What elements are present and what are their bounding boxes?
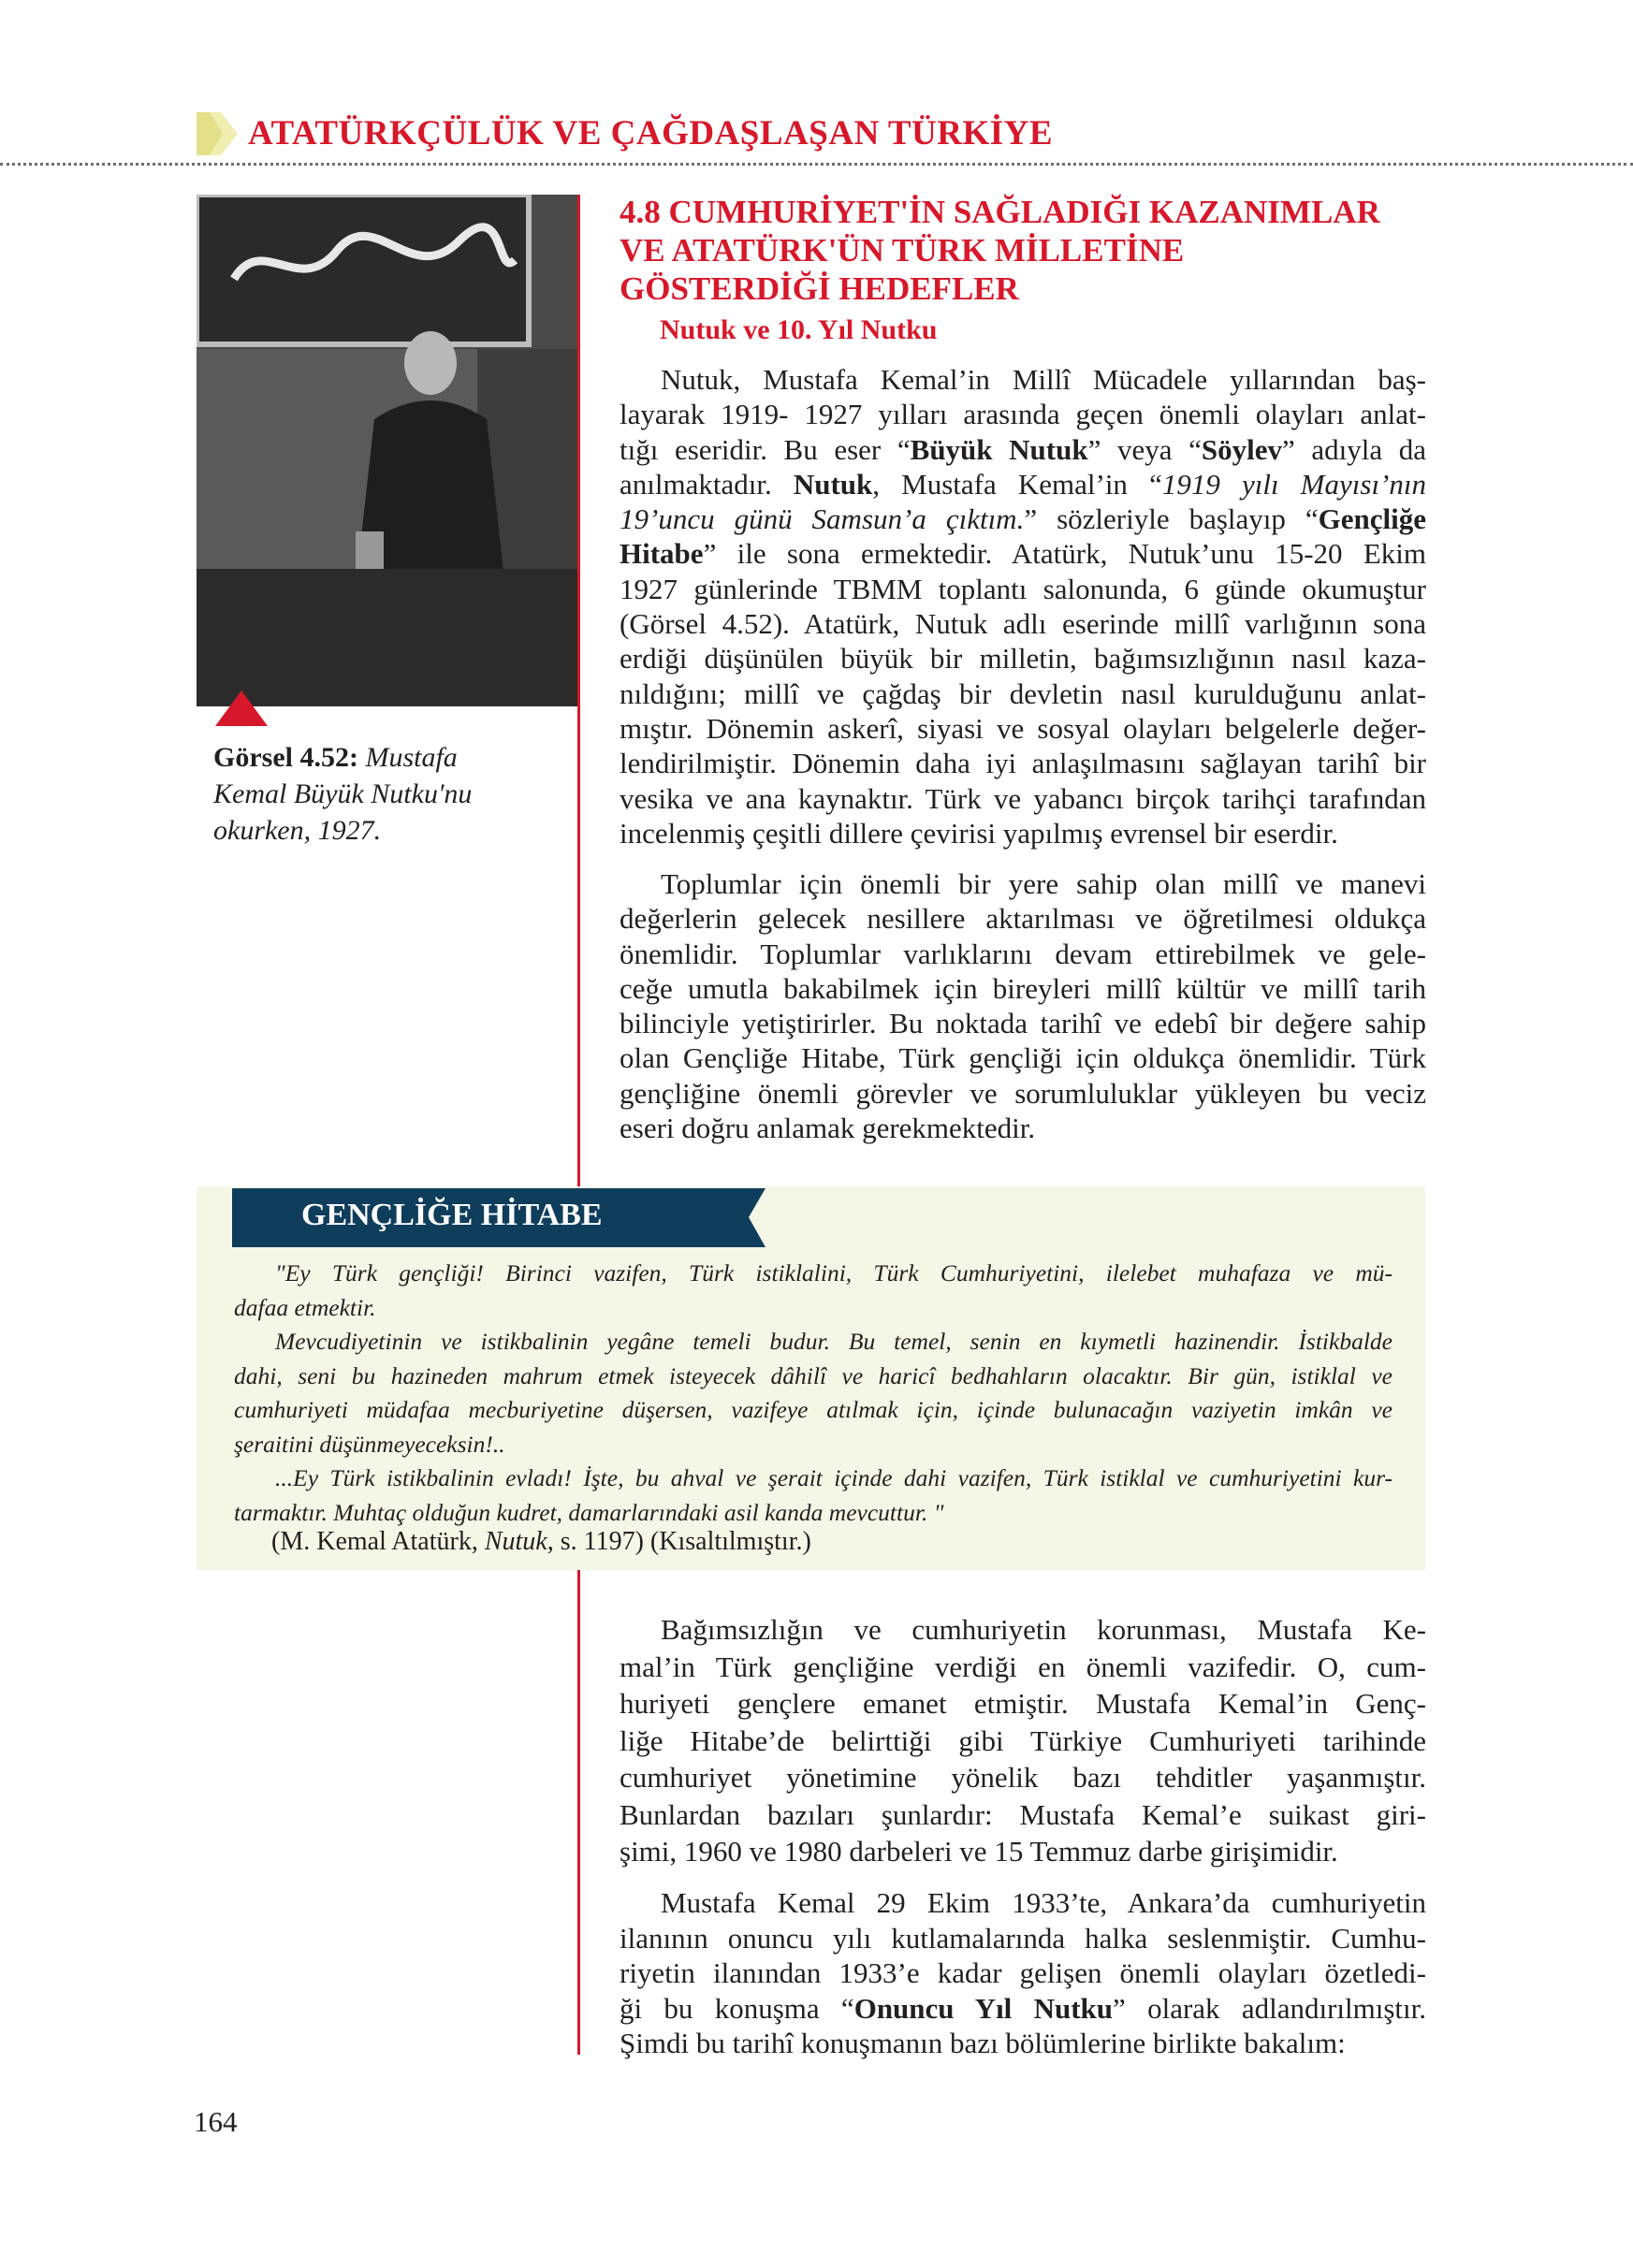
text-line	[620, 1611, 1426, 1649]
text-line	[234, 1291, 1392, 1326]
text-line	[234, 1359, 1392, 1394]
text-line	[620, 467, 1426, 502]
text-line	[620, 2026, 1426, 2061]
text-line	[620, 1076, 1426, 1111]
text-line	[234, 1461, 1392, 1496]
text-run: ” adıyla da	[1282, 432, 1426, 466]
text-run: (Görsel 4.52). Atatürk, Nutuk adlı eserinde millî varlığının sona	[620, 607, 1426, 641]
quote-paragraph	[234, 1257, 1392, 1325]
text-run: eseri doğru anlamak gerekmektedir.	[620, 1112, 1036, 1145]
quote-paragraph	[234, 1325, 1392, 1461]
text-run: bilinciyle yetiştirirler. Bu noktada tarihî ve edebî bir değere sahip	[620, 1007, 1426, 1040]
bold-text: Gençliğe	[1318, 502, 1426, 536]
text-line	[620, 606, 1426, 641]
text-line	[620, 1991, 1426, 2027]
text-run: nıldığını; millî ve çağdaş bir devletin nasıl kurulduğunu anlat-	[620, 676, 1426, 710]
bold-text: Hitabe	[620, 537, 704, 571]
text-line	[234, 1496, 1392, 1531]
text-run: cumhuriyeti müdafaa mecburiyetine düşersen, vazifeye atılmak için, içinde bulunacağın vaziyetin imkân ve	[234, 1396, 1392, 1423]
section-title-line: GÖSTERDİĞİ HEDEFLER	[620, 270, 1019, 307]
text-line	[620, 746, 1426, 780]
quote-source	[271, 1527, 811, 1557]
text-run: Mevcudiyetinin ve istikbalinin yegâne temeli budur. Bu temel, senin en kıymetli hazinendir. İstikbalde	[275, 1328, 1392, 1355]
hitabe-quote	[234, 1257, 1392, 1530]
source-title: Nutuk	[484, 1527, 547, 1556]
body-paragraph	[620, 1885, 1426, 2061]
text-line	[620, 1006, 1426, 1040]
text-run: incelenmiş çeşitli dillere çevirisi yapılmış evrensel bir eserdir.	[620, 816, 1338, 850]
section-title-line: VE ATATÜRK'ÜN TÜRK MİLLETİNE	[620, 232, 1185, 269]
double-chevron-right-icon	[197, 112, 238, 155]
text-run: 1927 günlerinde TBMM toplantı salonunda, 6 günde okumuştur	[620, 572, 1426, 605]
text-line	[620, 502, 1426, 536]
chapter-title: ATATÜRKÇÜLÜK VE ÇAĞDAŞLAŞAN TÜRKİYE	[248, 114, 1054, 153]
text-line	[620, 362, 1426, 397]
text-run: Şimdi bu tarihî konuşmanın bazı bölümlerine birlikte bakalım:	[620, 2027, 1346, 2059]
text-run: dahi, seni bu hazineden mahrum etmek isteyecek dâhilî ve haricî bedhahların olacaktır. Bir gün, istiklal ve	[234, 1361, 1392, 1389]
text-run: riyetin ilanından 1933’e kadar gelişen önemli olayları özetledi-	[620, 1956, 1426, 1989]
caption-marker-triangle	[215, 691, 268, 726]
caption-label: Görsel 4.52:	[213, 742, 358, 773]
text-run: lendirilmiştir. Dönemin daha iyi anlaşılmasını sağlayan tarihî bir	[620, 747, 1426, 780]
text-line	[620, 816, 1426, 850]
text-run: layarak 1919- 1927 yılları arasında geçen önemli olayları anlat-	[620, 398, 1426, 431]
header-divider	[0, 163, 1633, 166]
text-run: Mustafa Kemal 29 Ekim 1933’te, Ankara’da cumhuriyetin	[661, 1886, 1426, 1919]
text-run: mıştır. Dönemin askerî, siyasi ve sosyal olayları belgelerle değer-	[620, 711, 1426, 745]
text-run: şeraitini düşünmeyeceksin!..	[234, 1430, 505, 1458]
text-line	[620, 1759, 1426, 1796]
text-run: tığı eseridir. Bu eser “	[620, 432, 911, 466]
text-run: şimi, 1960 ve 1980 darbeleri ve 15 Temmuz darbe girişimidir.	[620, 1835, 1338, 1868]
text-run: ” veya “	[1087, 432, 1202, 466]
caption-text: Kemal Büyük Nutku'nu	[213, 778, 473, 809]
text-run: gençliğine önemli görevler ve sorumluluklar yükleyen bu veciz	[620, 1076, 1426, 1110]
text-line	[620, 1921, 1426, 1956]
text-run: Bağımsızlığın ve cumhuriyetin korunması, Mustafa Ke-	[661, 1613, 1426, 1646]
text-run: mal’in Türk gençliğine verdiği en önemli vazifedir. O, cum-	[620, 1650, 1426, 1683]
text-run: değerlerin gelecek nesillere aktarılması ve öğretilmesi oldukça	[620, 902, 1426, 936]
text-line	[620, 1111, 1426, 1145]
text-run: Nutuk, Mustafa Kemal’in Millî Mücadele yıllarından baş-	[661, 363, 1426, 396]
text-run: ” olarak adlandırılmıştır.	[1113, 1991, 1427, 2025]
text-line	[234, 1428, 1392, 1462]
text-line	[620, 641, 1426, 676]
text-run: önemlidir. Toplumlar varlıklarını devam ettirebilmek ve gele-	[620, 937, 1426, 970]
text-run: dafaa etmektir.	[234, 1293, 376, 1321]
italic-text: 19’uncu günü Samsun’a çıktım.	[620, 502, 1025, 536]
quote-paragraph	[234, 1461, 1392, 1530]
text-line	[620, 971, 1426, 1006]
section-title-line: 4.8 CUMHURİYET'İN SAĞLADIĞI KAZANIMLAR	[620, 194, 1380, 230]
text-line	[620, 1796, 1426, 1834]
caption-text: Mustafa	[365, 742, 458, 773]
text-run: Bunlardan bazıları şunlardır: Mustafa Kemal’e suikast giri-	[620, 1797, 1426, 1831]
text-run: liğe Hitabe’de belirttiği gibi Türkiye Cumhuriyeti tarihinde	[620, 1723, 1426, 1757]
text-line	[620, 1885, 1426, 1921]
text-run: erdiği düşünülen büyük bir milletin, bağımsızlığının nasıl kaza-	[620, 642, 1426, 676]
body-paragraph	[620, 362, 1426, 850]
text-line	[620, 572, 1426, 606]
text-line	[620, 676, 1426, 711]
column-divider	[577, 195, 580, 1186]
bold-text: Söylev	[1201, 432, 1282, 466]
figure-caption	[213, 739, 569, 849]
text-run: ilanının onuncu yılı kutlamalarında halka seslenmiştir. Cumhu-	[620, 1921, 1426, 1955]
text-run: vesika ve ana kaynaktır. Türk ve yabancı birçok tarihçi tarafından	[620, 781, 1426, 815]
section-subtitle: Nutuk ve 10. Yıl Nutku	[660, 314, 938, 345]
text-line	[620, 1723, 1426, 1760]
text-run: ceğe umutla bakabilmek için bireyleri millî kültür ve millî tarih	[620, 971, 1426, 1005]
caption-text: okurken, 1927.	[213, 815, 382, 846]
historical-photo	[197, 195, 578, 706]
text-run: tarmaktır. Muhtaç olduğun kudret, damarlarındaki asil kanda mevcuttur. "	[234, 1498, 944, 1526]
text-line	[620, 1833, 1426, 1870]
hitabe-title: GENÇLİĞE HİTABE	[301, 1198, 603, 1232]
text-run: huriyeti gençlere emanet etmiştir. Mustafa Kemal’in Genç-	[620, 1687, 1426, 1720]
text-line	[620, 866, 1426, 901]
text-line	[620, 711, 1426, 746]
body-paragraph	[620, 866, 1426, 1145]
source-text: (M. Kemal Atatürk,	[271, 1527, 485, 1556]
text-line	[620, 901, 1426, 936]
bold-text: Onuncu Yıl Nutku	[853, 1991, 1114, 2025]
text-run: Toplumlar için önemli bir yere sahip olan millî ve manevi	[661, 867, 1426, 900]
page-number: 164	[194, 2105, 238, 2138]
text-line	[620, 937, 1426, 971]
text-line	[620, 432, 1426, 467]
text-line	[234, 1393, 1392, 1428]
italic-text: 1919 yılı Mayısı’nın	[1161, 467, 1426, 501]
bold-text: Büyük Nutuk	[910, 432, 1088, 466]
text-line	[620, 1040, 1426, 1075]
text-run: ” sözleriyle başlayıp “	[1024, 502, 1319, 536]
column-divider	[577, 1570, 580, 2055]
section-title	[620, 193, 1380, 308]
text-line	[620, 1955, 1426, 1991]
text-run: ” ile sona ermektedir. Atatürk, Nutuk’unu 15-20 Ekim	[703, 537, 1426, 571]
text-line	[620, 1685, 1426, 1723]
text-line	[234, 1257, 1392, 1291]
text-line	[620, 1649, 1426, 1686]
text-line	[620, 781, 1426, 816]
text-run: ...Ey Türk istikbalinin evladı! İşte, bu ahval ve şerait içinde dahi vazifen, Türk istiklal ve cumhuriyetini kur-	[275, 1464, 1392, 1491]
text-run: , Mustafa Kemal’in “	[872, 467, 1162, 501]
text-line	[620, 536, 1426, 571]
text-run: olan Gençliğe Hitabe, Türk gençliği için oldukça önemlidir. Türk	[620, 1041, 1426, 1075]
text-run: cumhuriyet yönetimine yönelik bazı tehditler yaşanmıştır.	[620, 1761, 1426, 1794]
bold-text: Nutuk	[793, 467, 873, 501]
text-run: "Ey Türk gençliği! Birinci vazifen, Türk istiklalini, Türk Cumhuriyetini, ilelebet muhafaza ve mü-	[275, 1259, 1392, 1287]
text-run: anılmaktadır.	[620, 467, 794, 501]
text-run: ği bu konuşma “	[620, 1991, 854, 2025]
text-line	[234, 1325, 1392, 1359]
source-text: , s. 1197) (Kısaltılmıştır.)	[547, 1527, 811, 1556]
body-paragraph	[620, 1611, 1426, 1870]
text-line	[620, 397, 1426, 431]
